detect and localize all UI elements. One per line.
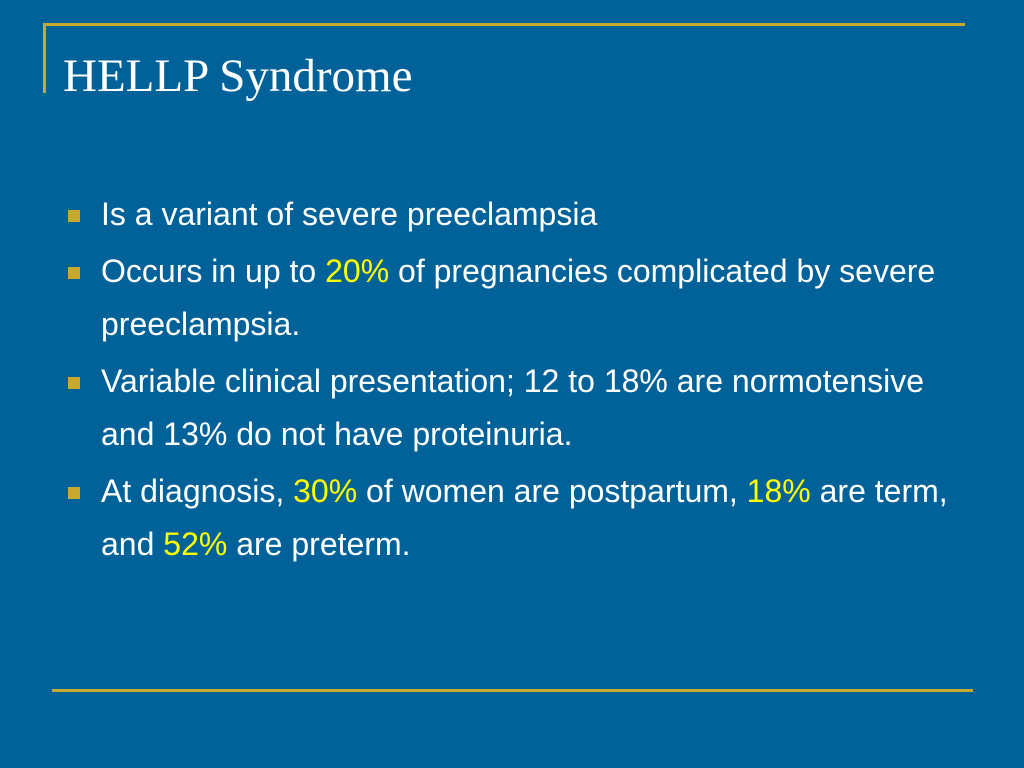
frame-top-line [43,23,965,26]
bullet-text-pre: Occurs in up to [101,253,326,289]
square-bullet-icon [68,377,80,389]
bullet-text: Is a variant of severe preeclampsia [101,196,598,232]
square-bullet-icon [68,210,80,222]
bullet-text-mid: of women are postpartum, [357,473,747,509]
highlight-percent-preterm: 52% [163,526,228,562]
bullet-item [62,188,962,241]
bullet-text-mid: are term, and [101,473,948,562]
footer-line [52,689,973,692]
bullet-text-post: of pregnancies complicated by severe preeclampsia. [101,253,936,342]
slide-title: HELLP Syndrome [63,50,413,102]
bullet-list [62,188,962,575]
bullet-item [62,465,962,571]
highlight-percent-term: 18% [746,473,811,509]
highlight-percent-postpartum: 30% [293,473,358,509]
bullet-text-post: are preterm. [227,526,411,562]
bullet-text-pre: At diagnosis, [101,473,294,509]
bullet-item [62,355,962,461]
highlight-percent: 20% [325,253,390,289]
frame-left-line [43,23,46,93]
bullet-text: Variable clinical presentation; 12 to 18% are normotensive and 13% do not have proteinuria. [101,363,924,452]
square-bullet-icon [68,267,80,279]
square-bullet-icon [68,487,80,499]
bullet-item [62,245,962,351]
